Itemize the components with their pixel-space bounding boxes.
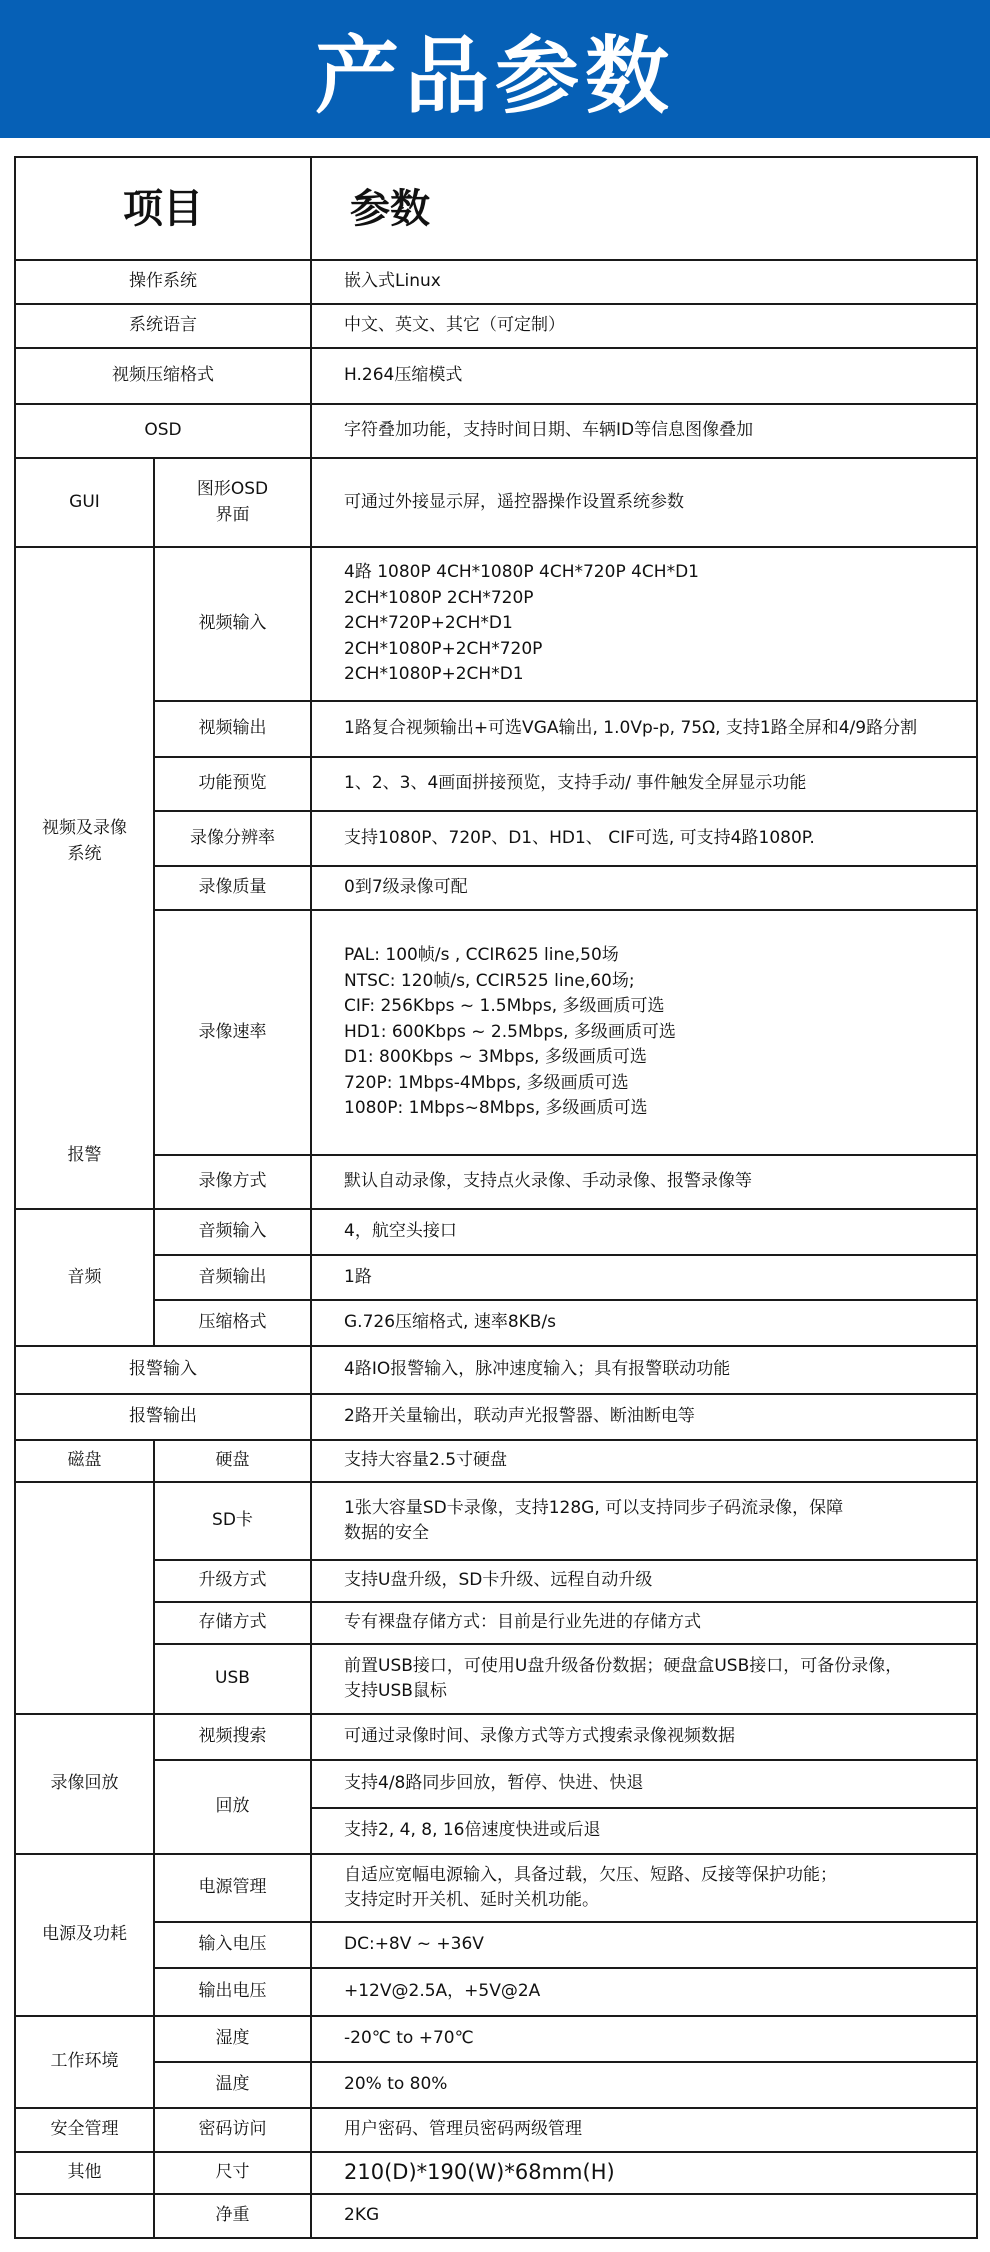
row-value-storage: 专有裸盘存储方式：目前是行业先进的存储方式	[311, 1602, 977, 1644]
table-row	[15, 1440, 977, 1482]
row-value-gui: 可通过外接显示屏，遥控器操作设置系统参数	[311, 458, 977, 547]
row-value-usb: 前置USB接口，可使用U盘升级备份数据；硬盘盒USB接口，可备份录像， 支持USB鼠标	[311, 1644, 977, 1714]
row-label-mode: 录像方式	[154, 1155, 311, 1209]
row-label-power-manage: 电源管理	[154, 1854, 311, 1922]
page-banner	[0, 0, 990, 138]
row-value-rate: PAL: 100帧/s , CCIR625 line,50场 NTSC: 120帧/s, CCIR525 line,60场; CIF: 256Kbps ~ 1.5Mbps, 多级画质可选 HD1: 600Kbps ~ 2.5Mbps, 多级画质可选 D1: 800Kbps ~ 3Mbps, 多级画质可选 720P: 1Mbps-4Mbps, 多级画质可选 1080P: 1Mbps~8Mbps, 多级画质可选	[311, 910, 977, 1155]
row-label-video-output: 视频输出	[154, 701, 311, 757]
row-value-audio-input: 4，航空头接口	[311, 1209, 977, 1255]
table-row	[15, 1560, 977, 1602]
table-row	[15, 866, 977, 910]
row-value-preview: 1、2、3、4画面拼接预览，支持手动/ 事件触发全屏显示功能	[311, 757, 977, 811]
table-row	[15, 811, 977, 866]
category-playback: 录像回放	[15, 1714, 154, 1854]
row-value-video-output: 1路复合视频输出+可选VGA输出, 1.0Vp-p, 75Ω, 支持1路全屏和4/9路分割	[311, 701, 977, 757]
row-label-security: 密码访问	[154, 2108, 311, 2152]
row-value-search: 可通过录像时间、录像方式等方式搜索录像视频数据	[311, 1714, 977, 1760]
row-label-vout: 输出电压	[154, 1968, 311, 2016]
row-value-audio-format: G.726压缩格式, 速率8KB/s	[311, 1300, 977, 1346]
table-row	[15, 1300, 977, 1346]
row-label-audio-input: 音频输入	[154, 1209, 311, 1255]
row-label-audio-output: 音频输出	[154, 1255, 311, 1300]
row-label-search: 视频搜索	[154, 1714, 311, 1760]
table-row	[15, 1602, 977, 1644]
row-value-play-1: 支持4/8路同步回放，暂停、快进、快退	[311, 1760, 977, 1808]
table-row	[15, 2108, 977, 2152]
category-power: 电源及功耗	[15, 1854, 154, 2016]
category-alarm-label: 报警	[67, 1145, 102, 1165]
category-other: 其他	[15, 2152, 154, 2194]
row-value-weight: 2KG	[311, 2194, 977, 2238]
table-row	[15, 304, 977, 348]
row-value-humidity: -20℃ to +70℃	[311, 2016, 977, 2062]
table-row	[15, 2194, 977, 2238]
row-value-play-2: 支持2, 4, 8, 16倍速度快进或后退	[311, 1808, 977, 1854]
row-value-temperature: 20% to 80%	[311, 2062, 977, 2108]
header-item: 项目	[15, 157, 311, 260]
row-label-resolution: 录像分辨率	[154, 811, 311, 866]
row-value-quality: 0到7级录像可配	[311, 866, 977, 910]
category-storage-empty	[15, 1482, 154, 1714]
category-gui: GUI	[15, 458, 154, 547]
row-label-temperature: 温度	[154, 2062, 311, 2108]
table-row	[15, 910, 977, 1155]
row-label-disk: 硬盘	[154, 1440, 311, 1482]
row-label-rate: 录像速率	[154, 910, 311, 1155]
row-label-sd: SD卡	[154, 1482, 311, 1560]
table-row	[15, 1968, 977, 2016]
row-value-security: 用户密码、管理员密码两级管理	[311, 2108, 977, 2152]
row-value-upgrade: 支持U盘升级，SD卡升级、远程自动升级	[311, 1560, 977, 1602]
row-label-gui: 图形OSD 界面	[154, 458, 311, 547]
row-label-weight: 净重	[154, 2194, 311, 2238]
row-value-audio-output: 1路	[311, 1255, 977, 1300]
table-row	[15, 1155, 977, 1209]
header-param: 参数	[311, 157, 977, 260]
row-label-humidity: 湿度	[154, 2016, 311, 2062]
row-value-vin: DC:+8V ~ +36V	[311, 1922, 977, 1968]
table-row	[15, 1760, 977, 1808]
table-row	[15, 404, 977, 458]
table-row	[15, 757, 977, 811]
row-label-os: 操作系统	[15, 260, 311, 304]
row-label-video-input: 视频输入	[154, 547, 311, 701]
row-label-alarm-out: 报警输出	[15, 1394, 311, 1440]
table-row	[15, 2062, 977, 2108]
row-label-lang: 系统语言	[15, 304, 311, 348]
category-audio: 音频	[15, 1209, 154, 1346]
row-label-audio-format: 压缩格式	[154, 1300, 311, 1346]
table-row	[15, 547, 977, 701]
row-value-power-manage: 自适应宽幅电源输入，具备过载，欠压、短路、反接等保护功能； 支持定时开关机、延时关机功能。	[311, 1854, 977, 1922]
table-row	[15, 260, 977, 304]
row-label-usb: USB	[154, 1644, 311, 1714]
table-row	[15, 1854, 977, 1922]
row-label-vin: 输入电压	[154, 1922, 311, 1968]
row-value-vout: +12V@2.5A，+5V@2A	[311, 1968, 977, 2016]
table-row	[15, 2152, 977, 2194]
row-label-alarm-in: 报警输入	[15, 1346, 311, 1394]
row-label-upgrade: 升级方式	[154, 1560, 311, 1602]
table-row	[15, 458, 977, 547]
row-label-codec: 视频压缩格式	[15, 348, 311, 404]
table-row	[15, 1394, 977, 1440]
table-row	[15, 1482, 977, 1560]
row-label-play: 回放	[154, 1760, 311, 1854]
row-value-alarm-out: 2路开关量输出，联动声光报警器、断油断电等	[311, 1394, 977, 1440]
row-value-disk: 支持大容量2.5寸硬盘	[311, 1440, 977, 1482]
row-label-size: 尺寸	[154, 2152, 311, 2194]
page-title: 产品参数	[314, 26, 675, 125]
row-value-sd: 1张大容量SD卡录像，支持128G, 可以支持同步子码流录像，保障 数据的安全	[311, 1482, 977, 1560]
table-row	[15, 348, 977, 404]
row-value-video-input: 4路 1080P 4CH*1080P 4CH*720P 4CH*D1 2CH*1080P 2CH*720P 2CH*720P+2CH*D1 2CH*1080P+2CH*720P 2CH*1080P+2CH*D1	[311, 547, 977, 701]
table-row	[15, 1209, 977, 1255]
row-label-storage: 存储方式	[154, 1602, 311, 1644]
row-value-mode: 默认自动录像，支持点火录像、手动录像、报警录像等	[311, 1155, 977, 1209]
row-label-osd: OSD	[15, 404, 311, 458]
row-label-preview: 功能预览	[154, 757, 311, 811]
category-video: 视频及录像 系统 报警	[15, 547, 154, 1209]
row-value-os: 嵌入式Linux	[311, 260, 977, 304]
table-row	[15, 1714, 977, 1760]
table-row	[15, 1644, 977, 1714]
row-value-osd: 字符叠加功能，支持时间日期、车辆ID等信息图像叠加	[311, 404, 977, 458]
table-row	[15, 1346, 977, 1394]
row-value-alarm-in: 4路IO报警输入，脉冲速度输入；具有报警联动功能	[311, 1346, 977, 1394]
table-row	[15, 701, 977, 757]
row-value-codec: H.264压缩模式	[311, 348, 977, 404]
row-value-resolution: 支持1080P、720P、D1、HD1、 CIF可选, 可支持4路1080P.	[311, 811, 977, 866]
table-row	[15, 2016, 977, 2062]
category-other-empty	[15, 2194, 154, 2238]
table-row	[15, 1255, 977, 1300]
category-disk: 磁盘	[15, 1440, 154, 1482]
row-value-size: 210(D)*190(W)*68mm(H)	[311, 2152, 977, 2194]
table-header-row	[15, 157, 977, 260]
spec-table	[14, 156, 978, 2239]
category-security: 安全管理	[15, 2108, 154, 2152]
table-row	[15, 1922, 977, 1968]
row-value-lang: 中文、英文、其它（可定制）	[311, 304, 977, 348]
category-env: 工作环境	[15, 2016, 154, 2108]
row-label-quality: 录像质量	[154, 866, 311, 910]
